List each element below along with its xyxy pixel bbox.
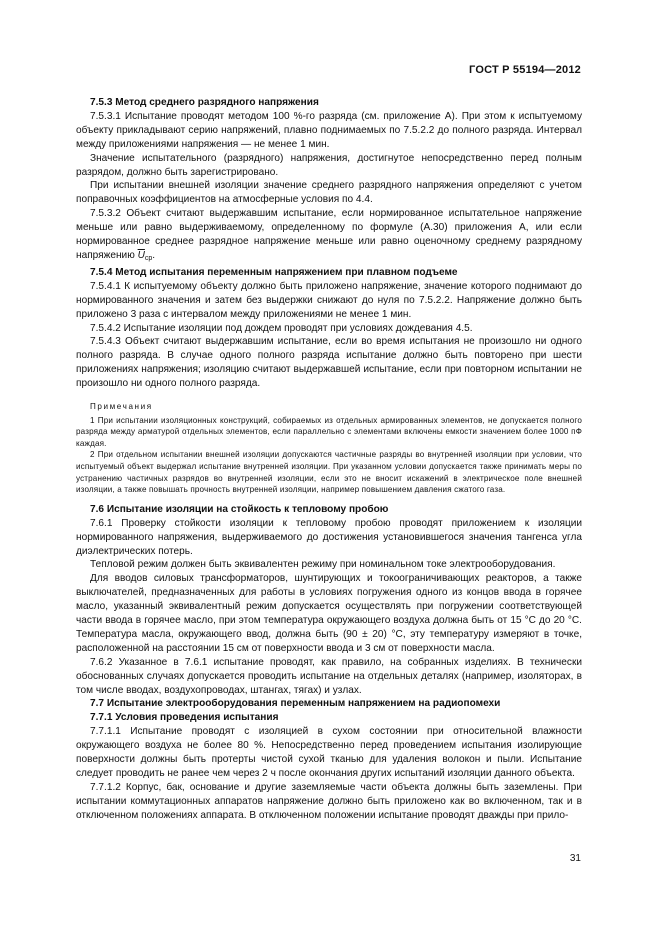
formula-subscript: ср bbox=[144, 254, 153, 262]
paragraph-7-5-3-1: 7.5.3.1 Испытание проводят методом 100 %-го разряда (см. приложение А). При этом к испытуемому объекту прикладывают серию напряжений, плавно поднимаемых по 7.5.2.2 до полного разряда. Интервал между приложениями напряжения — не менее 1 мин. bbox=[76, 110, 582, 150]
notes-block bbox=[76, 401, 582, 496]
paragraph-7-6-1: 7.6.1 Проверку стойкости изоляции к тепловому пробою проводят приложением к изоляции нормированного напряжения, выдерживаемого до достижения установившегося значения тангенса угла диэлектрических потерь. bbox=[76, 517, 582, 557]
formula-end: . bbox=[152, 249, 156, 261]
paragraph-7-6-2: 7.6.2 Указанное в 7.6.1 испытание проводят, как правило, на собранных изделиях. В технически обоснованных случаях допускается проводить испытание на отдельных деталях (например, изоляторах, в том числе вводах, воздухопроводах, штангах, тягах) и узлах. bbox=[76, 656, 582, 696]
section-7-6-title: 7.6 Испытание изоляции на стойкость к тепловому пробою bbox=[90, 503, 389, 515]
document-body bbox=[76, 96, 582, 823]
paragraph-7-5-4-3: 7.5.4.3 Объект считают выдержавшим испытание, если во время испытания не произошло ни одного полного разряда. В случае одного полного разряда испытание должно быть повторено при шести приложениях напряжения; изоляцию считают выдержавшей испытание, если при повторном испытании не произошло ни одного полного разряда. bbox=[76, 336, 582, 390]
paragraph-7-5-3-1-c: При испытании внешней изоляции значение среднего разрядного напряжения определяют с учетом поправочных коэффициентов на атмосферные условия по 4.4. bbox=[76, 180, 582, 206]
section-7-7-title: 7.7 Испытание электрооборудования переменным напряжением на радиопомехи bbox=[90, 698, 501, 710]
paragraph-7-5-3-2-text: 7.5.3.2 Объект считают выдержавшим испытание, если нормированное испытательное напряжение меньше или равно выдерживаемому, определенному по формуле (А.30) приложения А, или если нормированное среднее разрядное напряжение меньше или равно оценочному среднему разрядному напряжению bbox=[76, 208, 582, 261]
section-7-5-4-title: 7.5.4 Метод испытания переменным напряжением при плавном подъеме bbox=[90, 266, 458, 278]
section-7-5-3-title: 7.5.3 Метод среднего разрядного напряжения bbox=[90, 97, 319, 108]
page-number: 31 bbox=[569, 853, 581, 864]
paragraph-7-5-4-2: 7.5.4.2 Испытание изоляции под дождем проводят при условиях дождевания 4.5. bbox=[90, 322, 473, 334]
paragraph-7-5-3-2 bbox=[76, 207, 582, 266]
paragraph-7-5-4-1: 7.5.4.1 К испытуемому объекту должно быть приложено напряжение, значение которого поднимают до нормированного значения и затем без выдержки снижают до нуля по 7.5.2.2. Напряжение должно быть приложено 3 раза с интервалом между приложениями не менее 1 мин. bbox=[76, 280, 582, 320]
paragraph-7-5-3-1-b: Значение испытательного (разрядного) напряжения, достигнутое непосредственно перед полным разрядом, должно быть зарегистрировано. bbox=[76, 152, 582, 178]
formula-symbol: $\overline{U}$ bbox=[137, 249, 145, 261]
paragraph-7-6-1-c: Для вводов силовых трансформаторов, шунтирующих и токоограничивающих реакторов, а также выключателей, предназначенных для работы в условиях погружения одного из концов ввода в горячее масло, указанный эквивалентный режим допускается осуществлять при погружении соответствующей части ввода в горячее масло, при этом температура окружающего воздуха должна быть от 15 °С до 20 °С. Температура масла, окружающего ввод, должна быть (90 ± 20) °С, эту температуру измеряют в точке, расположенной на расстоянии 15 см от поверхности ввода и 3 см от поверхности масла. bbox=[76, 573, 582, 654]
notes-title: Примечания bbox=[90, 402, 153, 412]
paragraph-7-7-1-1: 7.7.1.1 Испытание проводят с изоляцией в сухом состоянии при относительной влажности окружающего воздуха не более 80 %. Непосредственно перед проведением испытания изолирующие поверхности должны быть протерты чистой сухой тканью для удаления волокон и пыли. Испытание следует проводить не ранее чем через 2 ч после окончания других испытаний изоляции данного объекта. bbox=[76, 726, 582, 779]
note-1: 1 При испытании изоляционных конструкций, собираемых из отдельных армированных элементов, не допускается полного разряда между арматурой отдельных элементов, если параллельно с элементами включены емкости значением более 1000 пФ каждая. bbox=[76, 415, 582, 448]
note-2: 2 При отдельном испытании внешней изоляции допускаются частичные разряды во внутренней изоляции при условии, что испытуемый объект выдержал испытание внутренней изоляции. При указанном условии допускается также принимать меры по устранению частичных разрядов во внутренней изоляции, если это не вносит искажений в электрическое поле внешней изоляции, а также повышать прочность внутренней изоляции, например повышением давления сжатого газа. bbox=[76, 450, 582, 495]
paragraph-7-7-1-2: 7.7.1.2 Корпус, бак, основание и другие заземляемые части объекта должны быть заземлены. При испытании коммутационных аппаратов напряжение должно быть приложено как во включенном, так и в отключенном положениях аппарата. В отключенном положении испытание проводят дважды при прило- bbox=[76, 781, 582, 821]
paragraph-7-6-1-b: Тепловой режим должен быть эквивалентен режиму при номинальном токе электрооборудования. bbox=[90, 559, 556, 571]
section-7-7-1-title: 7.7.1 Условия проведения испытания bbox=[90, 712, 279, 724]
document-header: ГОСТ Р 55194—2012 bbox=[469, 64, 581, 76]
